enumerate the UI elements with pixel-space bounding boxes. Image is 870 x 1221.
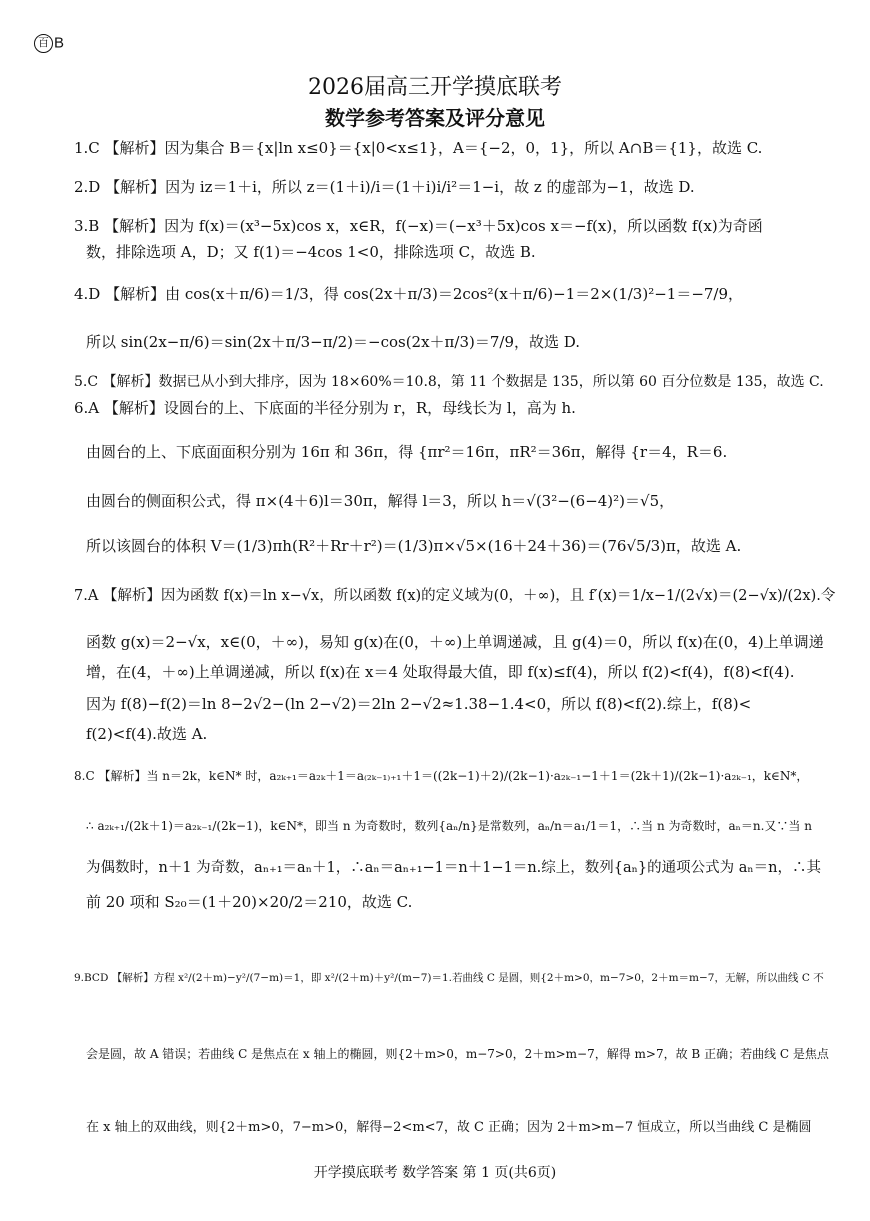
answer-line: 函数 g(x)＝2−√x，x∈(0，＋∞)，易知 g(x)在(0，＋∞)上单调递减，且 g(4)＝0，所以 f(x)在(0，4)上单调递 bbox=[86, 633, 824, 651]
answer-line: 由圆台的上、下底面面积分别为 16π 和 36π，得 {πr²＝16π，πR²＝36π，解得 {r＝4，R＝6. bbox=[86, 443, 728, 461]
answer-line: 由圆台的侧面积公式，得 π×(4＋6)l＝30π，解得 l＝3，所以 h＝√(3²−(6−4)²)＝√5， bbox=[86, 492, 675, 510]
answer-line: 在 x 轴上的双曲线，则{2＋m>0，7−m>0，解得−2<m<7，故 C 正确；因为 2＋m>m−7 恒成立，所以当曲线 C 是椭圆 bbox=[86, 1120, 812, 1135]
answer-line: f(2)<f(4).故选 A. bbox=[86, 725, 208, 743]
answer-line: 增，在(4，＋∞)上单调递减，所以 f(x)在 x＝4 处取得最大值，即 f(x)≤f(4)，所以 f(2)<f(4)，f(8)<f(4). bbox=[86, 663, 795, 681]
answer-line: 因为 f(8)−f(2)＝ln 8−2√2−(ln 2−√2)＝2ln 2−√2≈1.38−1.4<0，所以 f(8)<f(2).综上，f(8)< bbox=[86, 695, 752, 713]
answer-line: 为偶数时，n＋1 为奇数，aₙ₊₁＝aₙ＋1，∴aₙ＝aₙ₊₁−1＝n＋1−1＝n.综上，数列{aₙ}的通项公式为 aₙ＝n，∴其 bbox=[86, 860, 821, 876]
answer-line: 5.C 【解析】数据已从小到大排序，因为 18×60%＝10.8，第 11 个数据是 135，所以第 60 百分位数是 135，故选 C. bbox=[74, 374, 824, 390]
answer-line: ∴ a₂ₖ₊₁/(2k＋1)＝a₂ₖ₋₁/(2k−1)，k∈N*，即当 n 为奇数时，数列{aₙ/n}是常数列，aₙ/n＝a₁/1＝1，∴当 n 为奇数时，aₙ＝n.又∵当 n bbox=[86, 819, 812, 833]
answer-line: 9.BCD 【解析】方程 x²/(2＋m)−y²/(7−m)＝1，即 x²/(2＋m)＋y²/(m−7)＝1.若曲线 C 是圆，则{2＋m>0，m−7>0，2＋m＝m−7，无解，所以曲线 C 不 bbox=[74, 972, 824, 984]
answer-line: 数，排除选项 A，D；又 f(1)＝−4cos 1<0，排除选项 C，故选 B. bbox=[86, 243, 536, 261]
corner-mark bbox=[34, 34, 64, 53]
answer-line: 7.A 【解析】因为函数 f(x)＝ln x−√x，所以函数 f(x)的定义域为(0，＋∞)，且 f′(x)＝1/x−1/(2√x)＝(2−√x)/(2x).令 bbox=[74, 588, 836, 604]
corner-tail: B bbox=[54, 34, 65, 52]
circled-char: 百 bbox=[34, 34, 53, 53]
answer-line: 8.C 【解析】当 n＝2k，k∈N* 时，a₂ₖ₊₁＝a₂ₖ＋1＝a₍₂ₖ₋₁₎₊₁＋1＝((2k−1)＋2)/(2k−1)·a₂ₖ₋₁−1＋1＝(2k＋1)/(2k−1)·a₂ₖ₋₁，k∈N*， bbox=[74, 769, 809, 783]
answer-line: 所以该圆台的体积 V＝(1/3)πh(R²＋Rr＋r²)＝(1/3)π×√5×(16＋24＋36)＝(76√5/3)π，故选 A. bbox=[86, 537, 742, 555]
exam-subtitle: 数学参考答案及评分意见 bbox=[325, 106, 545, 130]
answer-line: 2.D 【解析】因为 iz＝1＋i，所以 z＝(1＋i)/i＝(1＋i)i/i²＝1−i，故 z 的虚部为−1，故选 D. bbox=[74, 178, 695, 196]
answer-line: 前 20 项和 S₂₀＝(1＋20)×20/2＝210，故选 C. bbox=[86, 893, 413, 911]
answer-line: 1.C 【解析】因为集合 B＝{x|ln x≤0}＝{x|0<x≤1}，A＝{−2，0，1}，所以 A∩B＝{1}，故选 C. bbox=[74, 139, 763, 157]
exam-title: 2026届高三开学摸底联考 bbox=[308, 75, 562, 100]
answer-line: 3.B 【解析】因为 f(x)＝(x³−5x)cos x，x∈R，f(−x)＝(−x³＋5x)cos x＝−f(x)，所以函数 f(x)为奇函 bbox=[74, 217, 763, 235]
answer-line: 会是圆，故 A 错误；若曲线 C 是焦点在 x 轴上的椭圆，则{2＋m>0，m−7>0，2＋m>m−7，解得 m>7，故 B 正确；若曲线 C 是焦点 bbox=[86, 1047, 829, 1061]
answer-line: 所以 sin(2x−π/6)＝sin(2x＋π/3−π/2)＝−cos(2x＋π/3)＝7/9，故选 D. bbox=[86, 333, 581, 351]
answer-line: 4.D 【解析】由 cos(x＋π/6)＝1/3，得 cos(2x＋π/3)＝2cos²(x＋π/6)−1＝2×(1/3)²−1＝−7/9， bbox=[74, 285, 744, 303]
answer-line: 6.A 【解析】设圆台的上、下底面的半径分别为 r，R，母线长为 l，高为 h. bbox=[74, 399, 576, 417]
page-footer: 开学摸底联考 数学答案 第 1 页(共6页) bbox=[313, 1165, 557, 1181]
